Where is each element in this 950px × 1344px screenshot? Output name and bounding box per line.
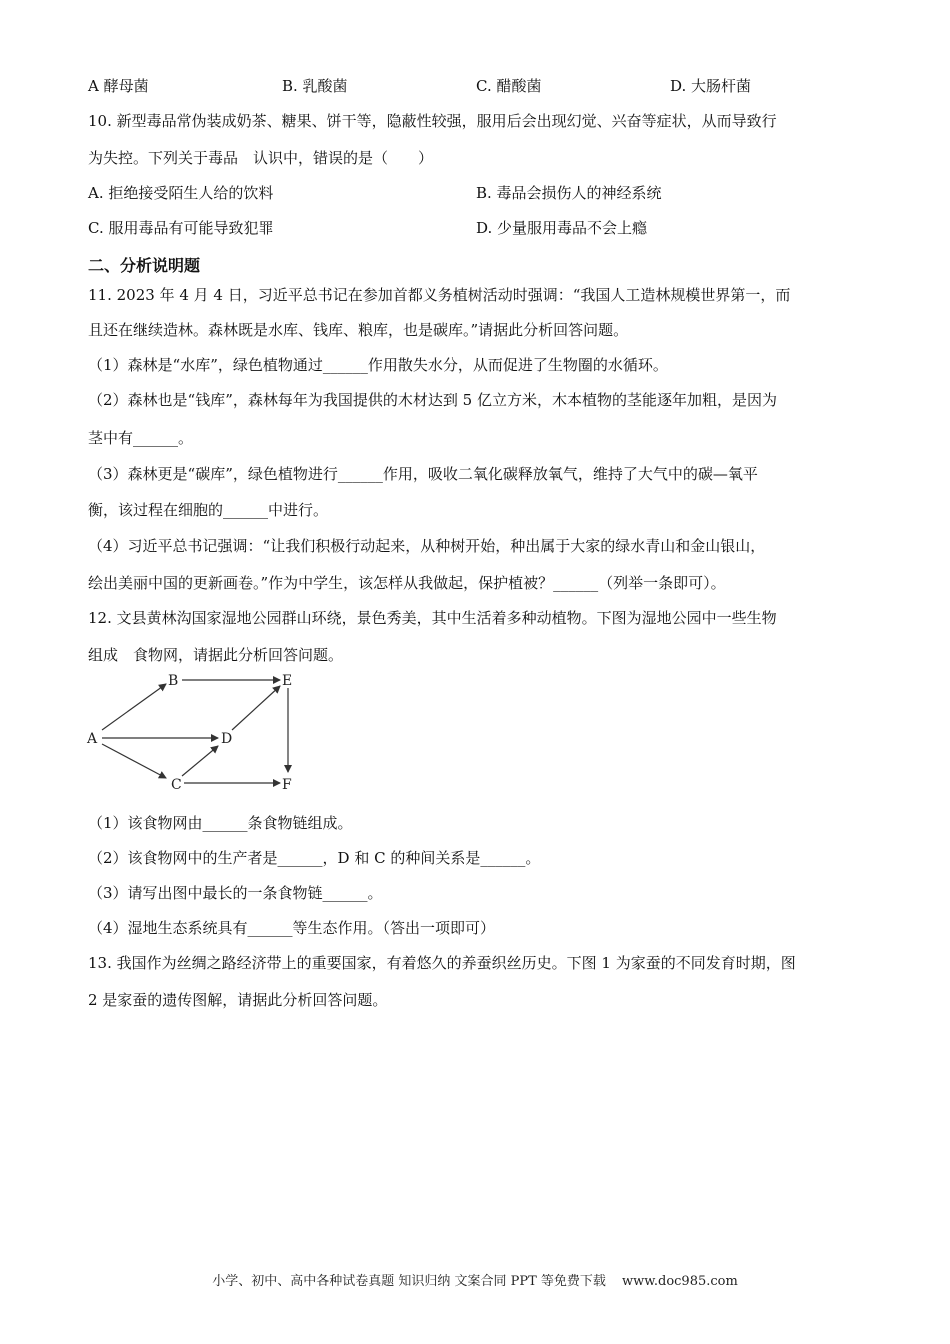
q9-option-c: C. 醋酸菌: [476, 77, 542, 95]
q11-part2-line1: （2）森林也是“钱库”，森林每年为我国提供的木材达到 5 亿立方米，木本植物的茎能逐年加粗，是因为: [88, 391, 777, 409]
q11-stem-line2: 且还在继续造林。森林既是水库、钱库、粮库，也是碳库。”请据此分析回答问题。: [88, 321, 629, 339]
q10-option-b: B. 毒品会损伤人的神经系统: [476, 184, 662, 202]
q10-option-a: A. 拒绝接受陌生人给的饮料: [88, 184, 274, 202]
node-d: D: [221, 731, 233, 747]
node-a: A: [87, 731, 98, 747]
q9-option-d: D. 大肠杆菌: [670, 77, 752, 95]
q11-part3-line2: 衡，该过程在细胞的______中进行。: [88, 501, 329, 519]
q10-stem-line1: 10. 新型毒品常伪装成奶茶、糖果、饼干等，隐蔽性较强，服用后会出现幻觉、兴奋等症状，从而导致行: [88, 112, 777, 130]
q11-part1: （1）森林是“水库”，绿色植物通过______作用散失水分，从而促进了生物圈的水循环。: [88, 356, 668, 374]
node-b: B: [168, 673, 179, 689]
q9-option-b: B. 乳酸菌: [282, 77, 348, 95]
arrow-a-to-c: [102, 744, 166, 778]
q13-stem-line1: 13. 我国作为丝绸之路经济带上的重要国家，有着悠久的养蚕织丝历史。下图 1 为家蚕的不同发育时期，图: [88, 954, 796, 972]
page-footer: [0, 1270, 950, 1289]
arrow-c-to-d: [182, 746, 218, 776]
node-e: E: [282, 673, 293, 689]
q11-part3-line1: （3）森林更是“碳库”，绿色植物进行______作用，吸收二氧化碳释放氧气，维持了大气中的碳—氧平: [88, 465, 758, 483]
food-web-diagram: [84, 668, 314, 798]
node-c: C: [171, 777, 182, 793]
footer-url[interactable]: www.doc985.com: [622, 1274, 738, 1289]
section-heading: 二、分析说明题: [88, 256, 201, 275]
q12-part4: （4）湿地生态系统具有______等生态作用。（答出一项即可）: [88, 919, 496, 937]
q12-part1: （1）该食物网由______条食物链组成。: [88, 814, 353, 832]
q12-part3: （3）请写出图中最长的一条食物链______。: [88, 884, 383, 902]
q12-stem-line1: 12. 文县黄林沟国家湿地公园群山环绕，景色秀美，其中生活着多种动植物。下图为湿地公园中一些生物: [88, 609, 777, 627]
arrow-a-to-b: [102, 684, 166, 730]
q10-option-d: D. 少量服用毒品不会上瘾: [476, 219, 648, 237]
q11-stem-line1: 11. 2023 年 4 月 4 日，习近平总书记在参加首都义务植树活动时强调：“我国人工造林规模世界第一，而: [88, 286, 791, 304]
q11-part4-line1: （4）习近平总书记强调：“让我们积极行动起来，从种树开始，种出属于大家的绿水青山和金山银山，: [88, 537, 766, 555]
footer-text: 小学、初中、高中各种试卷真题 知识归纳 文案合同 PPT 等免费下载: [212, 1274, 606, 1289]
q10-option-c: C. 服用毒品有可能导致犯罪: [88, 219, 274, 237]
q11-part2-line2: 茎中有______。: [88, 429, 194, 447]
q13-stem-line2: 2 是家蚕的遗传图解，请据此分析回答问题。: [88, 991, 388, 1009]
arrow-d-to-e: [232, 686, 280, 730]
node-f: F: [282, 777, 292, 793]
q11-part4-line2: 绘出美丽中国的更新画卷。”作为中学生，该怎样从我做起，保护植被？______（列举一条即可）。: [88, 574, 726, 592]
q9-option-a: A 酵母菌: [88, 77, 149, 95]
q10-stem-line2: 为失控。下列关于毒品 认识中，错误的是（ ）: [88, 149, 434, 167]
q12-stem-line2: 组成 食物网，请据此分析回答问题。: [88, 646, 344, 664]
q12-part2: （2）该食物网中的生产者是______，D 和 C 的种间关系是______。: [88, 849, 541, 867]
